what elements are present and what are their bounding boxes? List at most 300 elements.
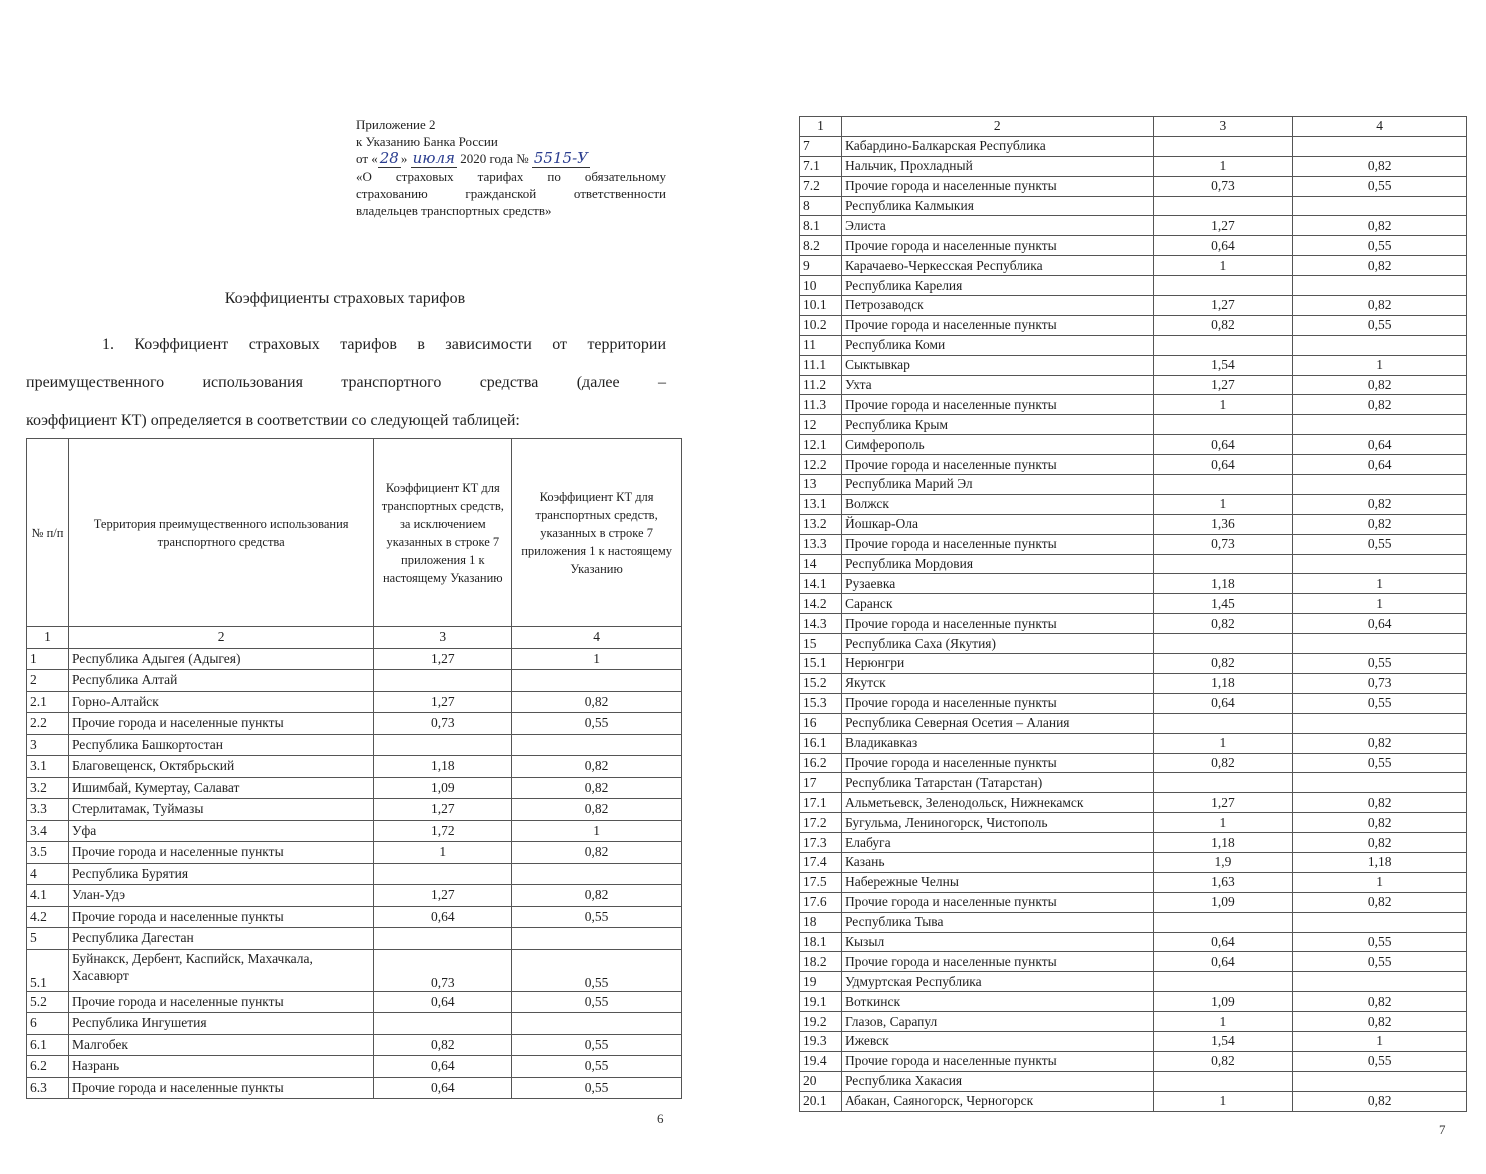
page-left <box>0 0 720 1174</box>
row-coef-row7 <box>1293 972 1467 992</box>
row-number: 15.3 <box>800 693 842 713</box>
row-coef-row7: 0,82 <box>512 799 682 821</box>
row-coef-row7 <box>1293 335 1467 355</box>
row-territory: Глазов, Сарапул <box>841 1012 1153 1032</box>
row-coef-row7: 0,55 <box>512 1034 682 1056</box>
table-row <box>800 196 1467 216</box>
appendix-title-line-1: «О страховых тарифах по обязательному <box>356 169 666 184</box>
row-number: 8 <box>800 196 842 216</box>
row-number: 16 <box>800 713 842 733</box>
row-coef-general: 1,27 <box>1153 375 1293 395</box>
row-number: 20 <box>800 1071 842 1091</box>
row-coef-general: 1 <box>1153 256 1293 276</box>
row-number: 4.1 <box>27 885 69 907</box>
row-coef-general <box>1153 276 1293 296</box>
row-number: 2.2 <box>27 713 69 735</box>
row-number: 3.5 <box>27 842 69 864</box>
row-number: 15.2 <box>800 673 842 693</box>
row-number: 10 <box>800 276 842 296</box>
page-number-right: 7 <box>1439 1122 1446 1137</box>
row-territory: Улан-Удэ <box>68 885 373 907</box>
row-number: 3.2 <box>27 777 69 799</box>
row-coef-row7 <box>1293 415 1467 435</box>
row-territory: Карачаево-Черкесская Республика <box>841 256 1153 276</box>
row-number: 15.1 <box>800 654 842 674</box>
row-coef-general: 1 <box>1153 813 1293 833</box>
row-coef-general: 1,27 <box>1153 216 1293 236</box>
row-territory: Республика Саха (Якутия) <box>841 634 1153 654</box>
row-territory: Республика Марий Эл <box>841 475 1153 495</box>
row-coef-row7: 0,82 <box>512 885 682 907</box>
row-number: 12.2 <box>800 455 842 475</box>
row-coef-row7: 0,82 <box>1293 514 1467 534</box>
row-number: 9 <box>800 256 842 276</box>
appendix-line-1: Приложение 2 <box>356 117 436 132</box>
row-number: 10.2 <box>800 315 842 335</box>
row-number: 7.1 <box>800 156 842 176</box>
row-coef-general: 1 <box>1153 1012 1293 1032</box>
row-coef-row7: 0,64 <box>1293 455 1467 475</box>
row-number: 17.6 <box>800 892 842 912</box>
row-coef-general: 1,18 <box>374 756 512 778</box>
table-row <box>800 1091 1467 1111</box>
table-row <box>800 852 1467 872</box>
row-coef-row7: 1 <box>1293 574 1467 594</box>
row-territory: Прочие города и населенные пункты <box>68 842 373 864</box>
row-coef-general <box>1153 972 1293 992</box>
row-territory: Малгобек <box>68 1034 373 1056</box>
row-coef-general <box>374 863 512 885</box>
row-coef-general: 1,27 <box>374 799 512 821</box>
row-coef-row7 <box>512 863 682 885</box>
row-territory: Республика Коми <box>841 335 1153 355</box>
table-row <box>800 813 1467 833</box>
row-territory: Прочие города и населенные пункты <box>841 176 1153 196</box>
row-number: 8.2 <box>800 236 842 256</box>
row-coef-row7: 0,82 <box>512 756 682 778</box>
row-number: 7 <box>800 136 842 156</box>
row-coef-general: 0,82 <box>1153 614 1293 634</box>
row-coef-general: 1 <box>1153 494 1293 514</box>
row-territory: Удмуртская Республика <box>841 972 1153 992</box>
row-coef-row7 <box>512 734 682 756</box>
row-number: 2 <box>27 670 69 692</box>
table-row <box>800 932 1467 952</box>
row-territory: Буйнакск, Дербент, Каспийск, Махачкала, Хасавюрт <box>68 949 373 991</box>
row-territory: Набережные Челны <box>841 872 1153 892</box>
row-number: 4 <box>27 863 69 885</box>
row-number: 17 <box>800 773 842 793</box>
row-number: 14.3 <box>800 614 842 634</box>
row-coef-row7 <box>1293 554 1467 574</box>
row-coef-row7 <box>1293 773 1467 793</box>
paragraph-line-3: коэффициент КТ) определяется в соответствии со следующей таблицей: <box>26 412 520 429</box>
row-territory: Ишимбай, Кумертау, Салават <box>68 777 373 799</box>
row-coef-row7: 0,82 <box>1293 156 1467 176</box>
row-territory: Бугульма, Лениногорск, Чистополь <box>841 813 1153 833</box>
row-territory: Альметьевск, Зеленодольск, Нижнекамск <box>841 793 1153 813</box>
row-territory: Абакан, Саяногорск, Черногорск <box>841 1091 1153 1111</box>
table-row <box>27 820 682 842</box>
row-coef-general: 1 <box>1153 395 1293 415</box>
appendix-title-line-3: владельцев транспортных средств» <box>356 203 552 218</box>
table-row <box>800 972 1467 992</box>
row-coef-row7 <box>1293 136 1467 156</box>
row-coef-row7 <box>1293 1071 1467 1091</box>
appendix-line-2: к Указанию Банка России <box>356 134 498 149</box>
row-number: 6.1 <box>27 1034 69 1056</box>
table-row <box>800 395 1467 415</box>
row-number: 17.1 <box>800 793 842 813</box>
table-row <box>27 842 682 864</box>
date-mid: » <box>400 151 408 166</box>
table-row <box>27 799 682 821</box>
row-coef-row7 <box>512 1013 682 1035</box>
row-number: 16.2 <box>800 753 842 773</box>
row-coef-row7: 0,82 <box>1293 813 1467 833</box>
row-coef-row7: 0,82 <box>1293 833 1467 853</box>
row-number: 5.1 <box>27 949 69 991</box>
row-territory: Горно-Алтайск <box>68 691 373 713</box>
row-territory: Прочие города и населенные пункты <box>841 614 1153 634</box>
row-coef-general: 0,73 <box>1153 534 1293 554</box>
row-number: 15 <box>800 634 842 654</box>
row-territory: Симферополь <box>841 435 1153 455</box>
table-row <box>27 756 682 778</box>
row-coef-general: 1 <box>374 842 512 864</box>
row-coef-general <box>374 734 512 756</box>
row-number: 18.2 <box>800 952 842 972</box>
row-territory: Петрозаводск <box>841 296 1153 316</box>
row-coef-general: 1,54 <box>1153 1031 1293 1051</box>
row-number: 16.1 <box>800 733 842 753</box>
table-row <box>800 315 1467 335</box>
row-territory: Волжск <box>841 494 1153 514</box>
table-row <box>800 236 1467 256</box>
row-territory: Республика Алтай <box>68 670 373 692</box>
row-coef-row7: 0,55 <box>1293 693 1467 713</box>
row-coef-general: 1,27 <box>374 691 512 713</box>
row-coef-row7 <box>512 670 682 692</box>
row-territory: Прочие города и населенные пункты <box>841 236 1153 256</box>
row-coef-row7: 0,55 <box>1293 1051 1467 1071</box>
table-row <box>27 691 682 713</box>
row-territory: Назрань <box>68 1056 373 1078</box>
table-row <box>27 906 682 928</box>
row-territory: Республика Карелия <box>841 276 1153 296</box>
header-colnum-4: 4 <box>512 627 682 649</box>
table-row <box>800 475 1467 495</box>
row-territory: Воткинск <box>841 992 1153 1012</box>
row-coef-row7: 0,82 <box>1293 733 1467 753</box>
row-coef-row7: 0,82 <box>1293 296 1467 316</box>
table-row <box>800 296 1467 316</box>
header-territory: Территория преимущественного использования транспортного средства <box>68 439 373 627</box>
row-coef-general: 0,82 <box>1153 654 1293 674</box>
row-coef-row7: 1 <box>512 648 682 670</box>
row-number: 4.2 <box>27 906 69 928</box>
intro-paragraph <box>26 326 666 440</box>
table-row <box>800 1071 1467 1091</box>
row-number: 19.3 <box>800 1031 842 1051</box>
right-colnum-1: 1 <box>800 117 842 137</box>
header-number: № п/п <box>27 439 69 627</box>
row-number: 19 <box>800 972 842 992</box>
row-coef-row7: 1,18 <box>1293 852 1467 872</box>
row-coef-general: 0,64 <box>1153 435 1293 455</box>
document-heading: Коэффициенты страховых тарифов <box>224 290 466 307</box>
table-row <box>800 673 1467 693</box>
table-row <box>800 912 1467 932</box>
row-territory: Республика Дагестан <box>68 928 373 950</box>
row-coef-general <box>1153 912 1293 932</box>
row-coef-general: 0,64 <box>1153 932 1293 952</box>
row-number: 10.1 <box>800 296 842 316</box>
row-territory: Прочие города и населенные пункты <box>68 991 373 1013</box>
header-coef-general: Коэффициент КТ для транспортных средств, за исключением указанных в строке 7 приложения 1 к настоящему Указанию <box>374 439 512 627</box>
row-coef-general: 0,64 <box>1153 693 1293 713</box>
row-coef-general <box>1153 196 1293 216</box>
row-coef-general: 0,64 <box>374 991 512 1013</box>
row-coef-general: 0,73 <box>374 713 512 735</box>
row-coef-row7: 1 <box>512 820 682 842</box>
row-number: 11.1 <box>800 355 842 375</box>
row-coef-general: 0,64 <box>374 1056 512 1078</box>
row-coef-general: 1,27 <box>374 885 512 907</box>
row-coef-row7: 0,55 <box>1293 753 1467 773</box>
row-number: 14.1 <box>800 574 842 594</box>
row-territory: Ижевск <box>841 1031 1153 1051</box>
table-row <box>800 793 1467 813</box>
row-coef-row7 <box>1293 713 1467 733</box>
page-right <box>760 0 1486 1174</box>
row-coef-general <box>1153 634 1293 654</box>
table-row <box>800 614 1467 634</box>
row-territory: Республика Бурятия <box>68 863 373 885</box>
paragraph-line-2: преимущественного использования транспортного средства (далее – <box>26 374 666 391</box>
date-day-handwritten: 28 <box>379 149 399 167</box>
right-colnum-3: 3 <box>1153 117 1293 137</box>
table-row <box>800 514 1467 534</box>
row-territory: Рузаевка <box>841 574 1153 594</box>
row-territory: Йошкар-Ола <box>841 514 1153 534</box>
row-coef-row7 <box>1293 196 1467 216</box>
row-number: 8.1 <box>800 216 842 236</box>
table-row <box>800 375 1467 395</box>
table-row <box>27 885 682 907</box>
table-left-body <box>27 648 682 1099</box>
row-coef-row7: 0,55 <box>1293 236 1467 256</box>
date-year: 2020 года № <box>460 151 529 166</box>
date-prefix: от « <box>356 151 378 166</box>
row-territory: Казань <box>841 852 1153 872</box>
row-territory: Саранск <box>841 594 1153 614</box>
table-row <box>800 892 1467 912</box>
row-coef-general: 0,64 <box>374 1077 512 1099</box>
row-number: 17.2 <box>800 813 842 833</box>
table-row <box>800 156 1467 176</box>
row-territory: Якутск <box>841 673 1153 693</box>
row-coef-row7: 0,82 <box>1293 992 1467 1012</box>
row-coef-row7: 0,55 <box>512 906 682 928</box>
row-territory: Кабардино-Балкарская Республика <box>841 136 1153 156</box>
row-number: 11.2 <box>800 375 842 395</box>
row-territory: Сыктывкар <box>841 355 1153 375</box>
appendix-title-line-2: страхованию гражданской ответственности <box>356 186 666 201</box>
row-coef-row7: 0,82 <box>1293 892 1467 912</box>
row-territory: Елабуга <box>841 833 1153 853</box>
table-row <box>27 863 682 885</box>
coefficient-table-right <box>799 116 1467 1112</box>
row-coef-row7: 0,55 <box>1293 315 1467 335</box>
row-coef-row7 <box>1293 475 1467 495</box>
row-coef-general: 1,54 <box>1153 355 1293 375</box>
row-coef-general <box>1153 415 1293 435</box>
table-row <box>800 455 1467 475</box>
row-number: 14 <box>800 554 842 574</box>
table-row <box>800 833 1467 853</box>
row-coef-general: 1,63 <box>1153 872 1293 892</box>
row-coef-row7: 0,73 <box>1293 673 1467 693</box>
row-coef-row7: 0,82 <box>512 842 682 864</box>
row-territory: Стерлитамак, Туймазы <box>68 799 373 821</box>
row-coef-general: 0,64 <box>1153 236 1293 256</box>
table-row <box>27 670 682 692</box>
row-territory: Прочие города и населенные пункты <box>841 395 1153 415</box>
row-coef-row7: 0,82 <box>1293 216 1467 236</box>
row-coef-row7: 0,82 <box>1293 1012 1467 1032</box>
row-territory: Республика Тыва <box>841 912 1153 932</box>
table-row <box>27 713 682 735</box>
row-territory: Прочие города и населенные пункты <box>841 892 1153 912</box>
row-coef-general <box>1153 773 1293 793</box>
row-number: 5.2 <box>27 991 69 1013</box>
row-territory: Республика Адыгея (Адыгея) <box>68 648 373 670</box>
table-right-body <box>800 136 1467 1111</box>
row-number: 5 <box>27 928 69 950</box>
table-row <box>800 733 1467 753</box>
table-row <box>27 777 682 799</box>
row-number: 6.2 <box>27 1056 69 1078</box>
row-coef-general: 1,09 <box>374 777 512 799</box>
table-row <box>800 534 1467 554</box>
row-number: 13.2 <box>800 514 842 534</box>
table-row <box>800 435 1467 455</box>
row-coef-row7: 0,82 <box>1293 375 1467 395</box>
row-number: 6.3 <box>27 1077 69 1099</box>
row-coef-row7: 0,55 <box>1293 534 1467 554</box>
row-coef-general: 1,18 <box>1153 673 1293 693</box>
row-territory: Республика Ингушетия <box>68 1013 373 1035</box>
row-territory: Элиста <box>841 216 1153 236</box>
page-number-left: 6 <box>657 1111 664 1126</box>
row-coef-row7: 0,82 <box>512 691 682 713</box>
row-coef-row7: 1 <box>1293 594 1467 614</box>
row-number: 1 <box>27 648 69 670</box>
table-row <box>800 276 1467 296</box>
row-coef-general: 0,64 <box>1153 455 1293 475</box>
row-coef-general: 0,64 <box>374 906 512 928</box>
table-row <box>27 949 682 991</box>
table-row <box>800 693 1467 713</box>
row-territory: Прочие города и населенные пункты <box>68 906 373 928</box>
table-row <box>800 176 1467 196</box>
row-coef-general <box>374 928 512 950</box>
row-coef-general: 1,36 <box>1153 514 1293 534</box>
table-row <box>800 1031 1467 1051</box>
row-coef-general: 0,73 <box>1153 176 1293 196</box>
table-row <box>27 928 682 950</box>
row-coef-row7: 0,82 <box>1293 395 1467 415</box>
row-coef-row7: 0,82 <box>512 777 682 799</box>
row-number: 18 <box>800 912 842 932</box>
right-colnum-2: 2 <box>841 117 1153 137</box>
row-coef-general <box>1153 554 1293 574</box>
doc-number-handwritten: 5515-У <box>533 149 588 167</box>
row-number: 17.5 <box>800 872 842 892</box>
row-territory: Благовещенск, Октябрьский <box>68 756 373 778</box>
date-month-handwritten: июля <box>412 149 455 167</box>
row-coef-row7: 0,82 <box>1293 256 1467 276</box>
row-number: 19.2 <box>800 1012 842 1032</box>
table-row <box>800 574 1467 594</box>
row-number: 14.2 <box>800 594 842 614</box>
table-row <box>800 872 1467 892</box>
row-territory: Ухта <box>841 375 1153 395</box>
table-row <box>800 952 1467 972</box>
row-coef-general <box>1153 1071 1293 1091</box>
table-row <box>800 773 1467 793</box>
row-coef-general <box>1153 475 1293 495</box>
table-row <box>800 256 1467 276</box>
table-row <box>800 1012 1467 1032</box>
header-colnum-2: 2 <box>68 627 373 649</box>
row-coef-general: 1,27 <box>1153 296 1293 316</box>
row-coef-general <box>374 1013 512 1035</box>
row-number: 7.2 <box>800 176 842 196</box>
row-number: 12 <box>800 415 842 435</box>
row-territory: Прочие города и населенные пункты <box>68 1077 373 1099</box>
row-coef-row7: 1 <box>1293 872 1467 892</box>
row-number: 12.1 <box>800 435 842 455</box>
row-number: 11 <box>800 335 842 355</box>
table-row <box>27 1077 682 1099</box>
row-coef-row7: 0,64 <box>1293 435 1467 455</box>
table-row <box>800 415 1467 435</box>
row-number: 19.1 <box>800 992 842 1012</box>
row-number: 18.1 <box>800 932 842 952</box>
paragraph-line-1: 1. Коэффициент страховых тарифов в зависимости от территории <box>102 336 666 353</box>
row-territory: Прочие города и населенные пункты <box>841 534 1153 554</box>
row-coef-general: 0,82 <box>374 1034 512 1056</box>
row-coef-general: 1,27 <box>1153 793 1293 813</box>
row-coef-general: 1,45 <box>1153 594 1293 614</box>
row-coef-row7: 0,55 <box>512 949 682 991</box>
row-territory: Кызыл <box>841 932 1153 952</box>
row-number: 3 <box>27 734 69 756</box>
row-coef-general: 0,82 <box>1153 315 1293 335</box>
row-number: 3.4 <box>27 820 69 842</box>
row-coef-general: 1,9 <box>1153 852 1293 872</box>
coefficient-table-left <box>26 438 682 1099</box>
row-territory: Прочие города и населенные пункты <box>841 693 1153 713</box>
table-row <box>800 594 1467 614</box>
row-coef-general: 0,82 <box>1153 753 1293 773</box>
table-row <box>800 634 1467 654</box>
row-territory: Республика Мордовия <box>841 554 1153 574</box>
row-coef-general: 1 <box>1153 733 1293 753</box>
row-coef-row7: 0,82 <box>1293 1091 1467 1111</box>
